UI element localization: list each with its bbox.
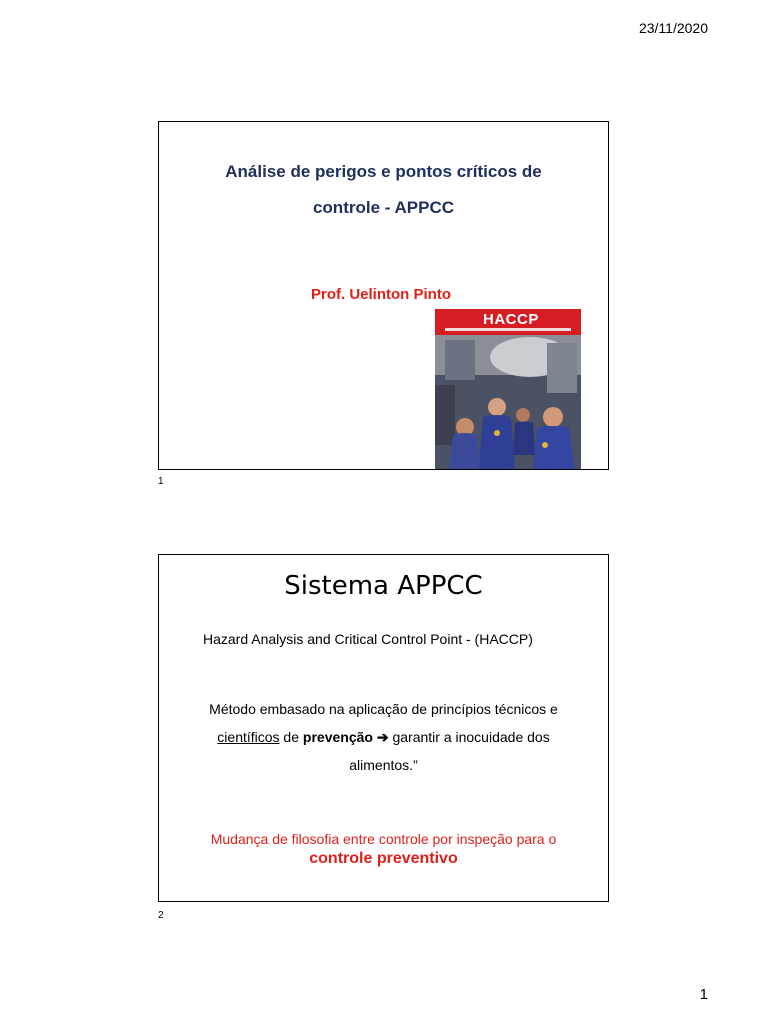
slide-2-body-line-3: alimentos.”: [349, 757, 418, 773]
slide-1-number: 1: [158, 476, 164, 487]
slide-2: [158, 554, 609, 902]
bold-word: prevenção: [302, 729, 373, 745]
highlight-line-2: controle preventivo: [309, 850, 458, 867]
slide-2-title: Sistema APPCC: [284, 571, 483, 601]
slide-2-body: [159, 695, 608, 779]
connector-word: de: [279, 729, 303, 745]
page-number: 1: [699, 986, 708, 1003]
body-rest: garantir a inocuidade dos: [392, 729, 550, 745]
right-arrow-icon: ➔: [372, 729, 393, 745]
slide-1-title-line-1: Análise de perigos e pontos críticos de: [225, 162, 542, 181]
slide-1-title: [159, 154, 608, 226]
slide-1: [158, 121, 609, 470]
slide-2-subtitle: Hazard Analysis and Critical Control Point - (HACCP): [203, 631, 533, 647]
astronauts-photo: [435, 335, 581, 469]
slide-1-title-line-2: controle - APPCC: [312, 198, 455, 217]
cover-title: HACCP: [483, 311, 539, 328]
slide-2-body-line-1: Método embasado na aplicação de princípios técnicos e: [209, 701, 558, 717]
slide-2-number: 2: [158, 910, 164, 921]
slide-2-body-line-2: [159, 723, 608, 751]
haccp-book-cover-image: [435, 309, 581, 469]
cover-subtitle-stripe: [445, 328, 571, 331]
slide-2-highlight: [159, 829, 608, 869]
highlight-line-1: Mudança de filosofia entre controle por inspeção para o: [210, 831, 557, 847]
slide-1-author: Prof. Uelinton Pinto: [311, 286, 451, 303]
page-date: 23/11/2020: [638, 20, 708, 36]
underlined-word: científicos: [217, 729, 280, 745]
